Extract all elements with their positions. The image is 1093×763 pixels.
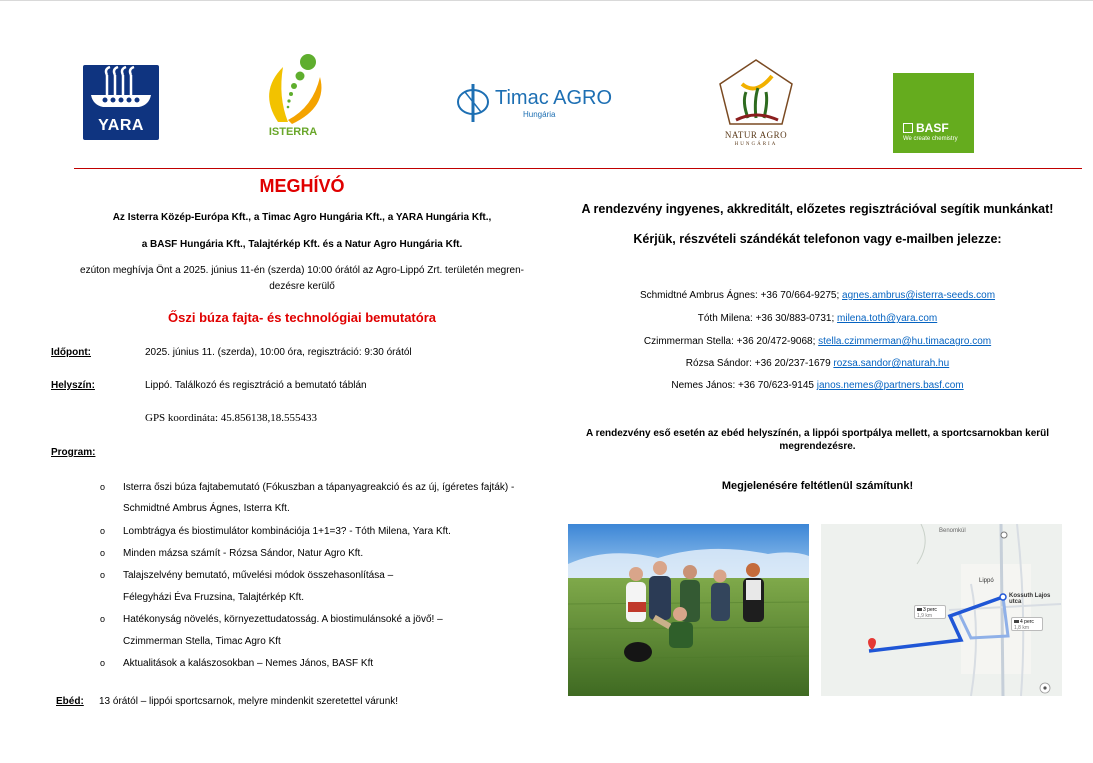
contact-email-link[interactable]: rozsa.sandor@naturah.hu	[833, 358, 950, 369]
contact-line: Tóth Milena: +36 30/883-0731; milena.toth@yara.com	[697, 313, 938, 324]
bullet-icon: o	[100, 570, 106, 580]
gps-coordinates: GPS koordináta: 45.856138,18.555433	[145, 412, 318, 424]
natur-agro-subtitle: HUNGÁRIA	[734, 142, 778, 147]
basf-tagline: We create chemistry	[903, 136, 958, 142]
route-map[interactable]	[821, 524, 1062, 696]
program-label: Program:	[51, 447, 96, 458]
place-value: Lippó. Találkozó és regisztráció a bemutató táblán	[145, 380, 367, 391]
lunch-label: Ebéd:	[56, 696, 84, 707]
timac-logo	[455, 78, 620, 126]
event-title: Őszi búza fajta- és technológiai bemutatóra	[168, 310, 436, 325]
contact-email-link[interactable]: milena.toth@yara.com	[837, 313, 938, 324]
bullet-icon: o	[100, 526, 106, 536]
bullet-icon: o	[100, 614, 106, 624]
place-label: Helyszín:	[51, 380, 95, 391]
yara-wordmark: YARA	[98, 117, 144, 134]
contact-line: Czimmerman Stella: +36 20/472-9068; stella.czimmerman@hu.timacagro.com	[643, 336, 992, 347]
bullet-icon: o	[100, 548, 106, 558]
natur-agro-emblem-icon	[712, 56, 800, 128]
timac-swirl-icon	[455, 78, 495, 126]
invitation-line-4: dezésre kerülő	[269, 281, 335, 292]
timac-subtitle: Hungária	[523, 110, 556, 119]
isterra-logo	[258, 52, 328, 142]
car-icon	[917, 608, 922, 611]
map-village-label: Lippó	[979, 578, 994, 584]
time-label: Időpont:	[51, 347, 91, 358]
invitation-line-2: a BASF Hungária Kft., Talajtérkép Kft. és a Natur Agro Hungária Kft.	[141, 239, 463, 250]
natur-agro-wordmark: NATUR AGRO	[724, 130, 788, 140]
contact-email-link[interactable]: stella.czimmerman@hu.timacagro.com	[818, 336, 992, 347]
invitation-line-3: ezúton meghívja Önt a 2025. június 11-én (szerda) 10:00 órától az Agro-Lippó Zrt. területén megren-	[80, 265, 524, 276]
isterra-wordmark: ISTERRA	[268, 126, 318, 138]
group-photo	[568, 524, 809, 696]
basf-wordmark: BASF	[903, 121, 949, 135]
route-option-2[interactable]: 4 perc 1,8 km	[1011, 617, 1043, 631]
free-event-heading: A rendezvény ingyenes, akkreditált, előzetes regisztrációval segítik munkánkat!	[581, 202, 1054, 216]
yara-logo	[83, 65, 159, 140]
contact-line: Rózsa Sándor: +36 20/237-1679 rozsa.sandor@naturah.hu	[685, 358, 950, 369]
time-value: 2025. június 11. (szerda), 10:00 óra, regisztráció: 9:30 órától	[145, 347, 412, 358]
car-icon	[1014, 620, 1019, 623]
rain-note: A rendezvény eső esetén az ebéd helyszínén, a lippói sportpálya mellett, a sportcsarnokban kerül megrendezésre.	[585, 428, 1050, 452]
bullet-icon: o	[100, 482, 106, 492]
register-heading: Kérjük, részvételi szándékát telefonon vagy e-mailben jelezze:	[633, 232, 1002, 246]
contact-email-link[interactable]: agnes.ambrus@isterra-seeds.com	[842, 290, 996, 301]
top-border	[0, 0, 1093, 1]
timac-wordmark: Timac AGRO	[495, 87, 613, 109]
natur-agro-logo	[712, 56, 800, 150]
lunch-value: 13 órától – lippói sportcsarnok, melyre mindenkit szeretettel várunk!	[99, 696, 399, 707]
page-title: MEGHÍVÓ	[259, 176, 345, 196]
bullet-icon: o	[100, 658, 106, 668]
map-place-label: Benomkúl	[939, 528, 966, 534]
contact-line: Nemes János: +36 70/623-9145 janos.nemes@partners.basf.com	[671, 380, 964, 391]
viking-ship-icon	[83, 65, 159, 115]
basf-logo	[893, 73, 974, 153]
route-option-1[interactable]: 3 perc 1,9 km	[914, 605, 946, 619]
contact-line: Schmidtné Ambrus Ágnes: +36 70/664-9275; agnes.ambrus@isterra-seeds.com	[639, 290, 996, 301]
basf-square-icon	[903, 123, 913, 133]
header-divider	[74, 168, 1082, 169]
invitation-line-1: Az Isterra Közép-Európa Kft., a Timac Agro Hungária Kft., a YARA Hungária Kft.,	[112, 212, 492, 223]
closing-line: Megjelenésére feltétlenül számítunk!	[721, 480, 914, 492]
isterra-leaf-icon	[258, 52, 328, 127]
contact-email-link[interactable]: janos.nemes@partners.basf.com	[816, 380, 964, 391]
map-street-label: Kossuth Lajos utca	[1009, 593, 1051, 605]
